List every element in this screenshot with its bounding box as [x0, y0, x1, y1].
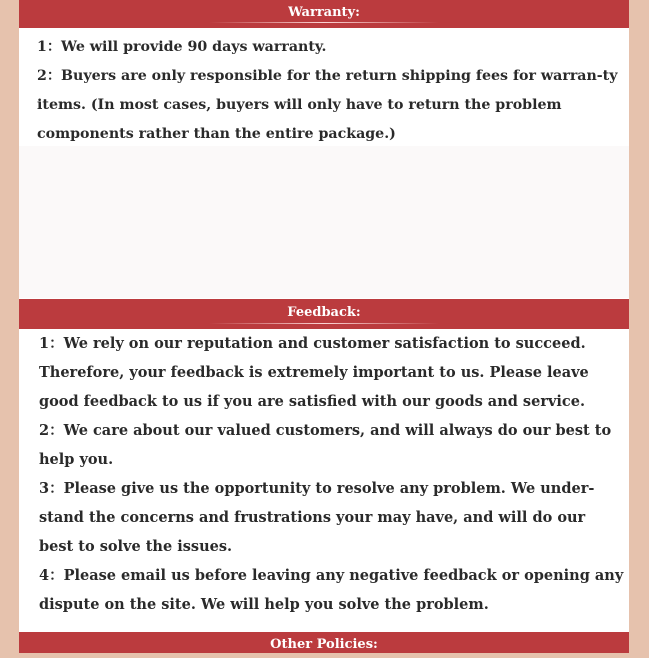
- feedback-item-3: 3：Please give us the opportunity to resolve any problem. We under-stand the concerns and frustrations your may have, and will do our best to solve the issues.: [39, 480, 595, 555]
- feedback-section: [19, 299, 629, 632]
- feedback-header-divider: [209, 323, 439, 324]
- feedback-header: [19, 299, 629, 329]
- warranty-header-divider: [209, 22, 439, 23]
- warranty-title: Warranty:: [288, 5, 360, 20]
- warranty-body: [37, 33, 622, 149]
- feedback-title: Feedback:: [287, 305, 361, 320]
- other-policies-header: [19, 632, 629, 653]
- warranty-item-1: 1：We will provide 90 days warranty.: [37, 39, 327, 55]
- warranty-header: [19, 0, 629, 28]
- other-policies-title: Other Policies:: [270, 637, 378, 652]
- warranty-item-2: 2：Buyers are only responsible for the return shipping fees for warran-ty items. (In most cases, buyers will only have to return the problem components rather than the entire package.): [37, 68, 618, 142]
- feedback-item-1: 1：We rely on our reputation and customer satisfaction to succeed. Therefore, your feedback is extremely important to us. Please leave good feedback to us if you are satisfied with our goods and service.: [39, 335, 589, 410]
- feedback-item-2: 2：We care about our valued customers, and will always do our best to help you.: [39, 422, 612, 468]
- feedback-item-4: 4：Please email us before leaving any negative feedback or opening any dispute on the site. We will help you solve the problem.: [39, 567, 624, 613]
- warranty-section: [19, 0, 629, 299]
- other-policies-section: [19, 632, 629, 653]
- warranty-blank-area: [19, 146, 629, 298]
- feedback-body: [39, 329, 624, 619]
